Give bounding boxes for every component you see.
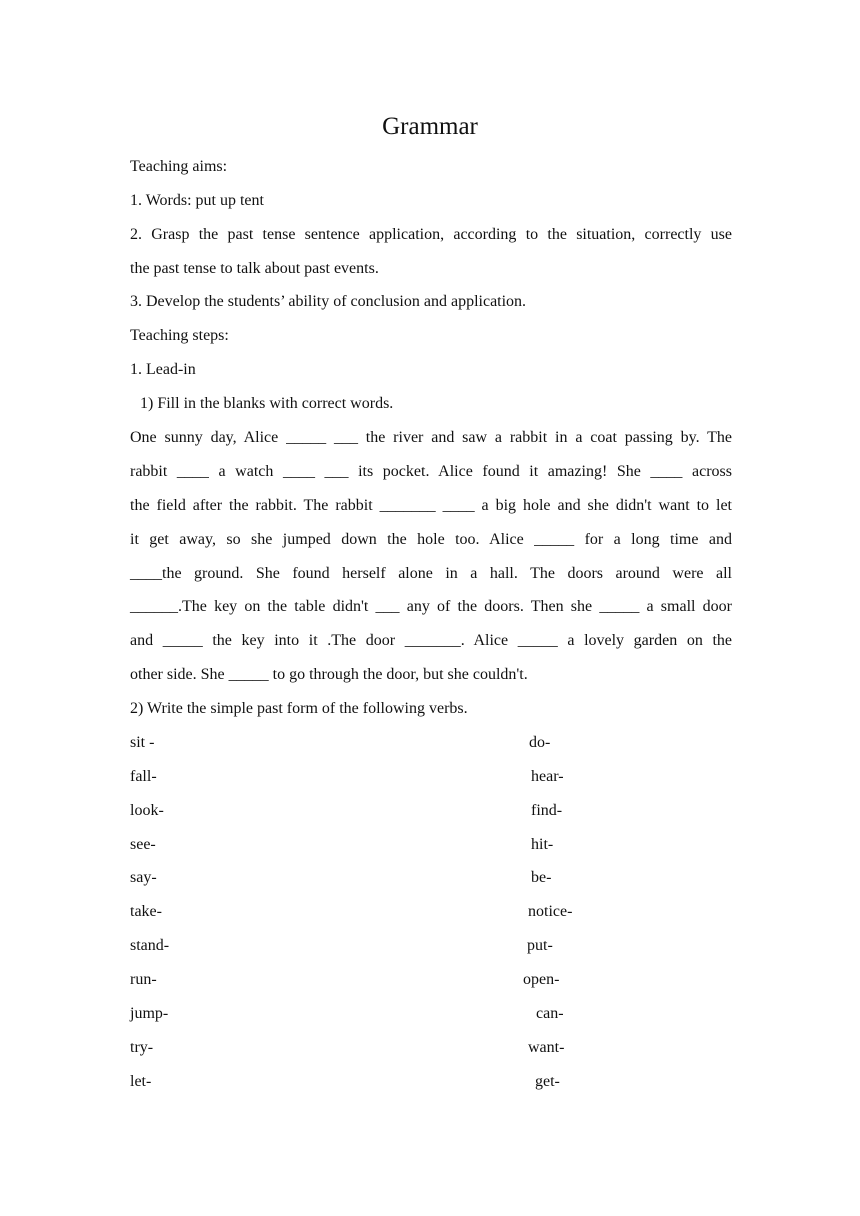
verb-right: do- (529, 734, 551, 751)
verb-left: say- (130, 869, 157, 886)
aim-3: 3. Develop the students’ ability of conclusion and application. (130, 293, 527, 310)
teaching-steps-heading: Teaching steps: (130, 327, 229, 344)
passage-line: and _____ the key into it .The door _______. Alice _____ a lovely garden on the (130, 632, 732, 649)
verb-right: want- (528, 1039, 565, 1056)
verb-left: try- (130, 1039, 154, 1056)
task-1-instruction: 1) Fill in the blanks with correct words. (140, 395, 394, 412)
passage-line: ____the ground. She found herself alone in a hall. The doors around were all (130, 565, 732, 582)
passage-line: ______.The key on the table didn't ___ any of the doors. Then she _____ a small door (130, 598, 732, 615)
verb-right: hear- (531, 768, 564, 785)
verb-left: sit - (130, 734, 155, 751)
task-2-instruction: 2) Write the simple past form of the following verbs. (130, 700, 468, 717)
verb-left: jump- (130, 1005, 169, 1022)
verb-right: hit- (531, 836, 554, 853)
page-title: Grammar (382, 113, 478, 140)
passage-line: the field after the rabbit. The rabbit _______ ____ a big hole and she didn't want to let (130, 497, 732, 514)
verb-right: be- (531, 869, 552, 886)
passage-line: One sunny day, Alice _____ ___ the river and saw a rabbit in a coat passing by. The (130, 429, 732, 446)
aim-2-line-1: 2. Grasp the past tense sentence application, according to the situation, correctly use (130, 226, 732, 243)
lead-in-heading: 1. Lead-in (130, 361, 196, 378)
verb-right: notice- (528, 903, 573, 920)
passage-line: it get away, so she jumped down the hole too. Alice _____ for a long time and (130, 531, 732, 548)
verb-right: find- (531, 802, 563, 819)
verb-right: get- (535, 1073, 560, 1090)
passage-line: rabbit ____ a watch ____ ___ its pocket. Alice found it amazing! She ____ across (130, 463, 732, 480)
verb-left: let- (130, 1073, 152, 1090)
teaching-aims-heading: Teaching aims: (130, 158, 228, 175)
aim-2-line-2: the past tense to talk about past events. (130, 260, 379, 277)
verb-right: put- (527, 937, 553, 954)
verb-left: see- (130, 836, 156, 853)
verb-left: fall- (130, 768, 157, 785)
verb-left: stand- (130, 937, 170, 954)
verb-left: look- (130, 802, 164, 819)
verb-right: can- (536, 1005, 564, 1022)
verb-left: take- (130, 903, 162, 920)
aim-1: 1. Words: put up tent (130, 192, 264, 209)
passage-line: other side. She _____ to go through the door, but she couldn't. (130, 666, 528, 683)
verb-right: open- (523, 971, 560, 988)
verb-left: run- (130, 971, 157, 988)
